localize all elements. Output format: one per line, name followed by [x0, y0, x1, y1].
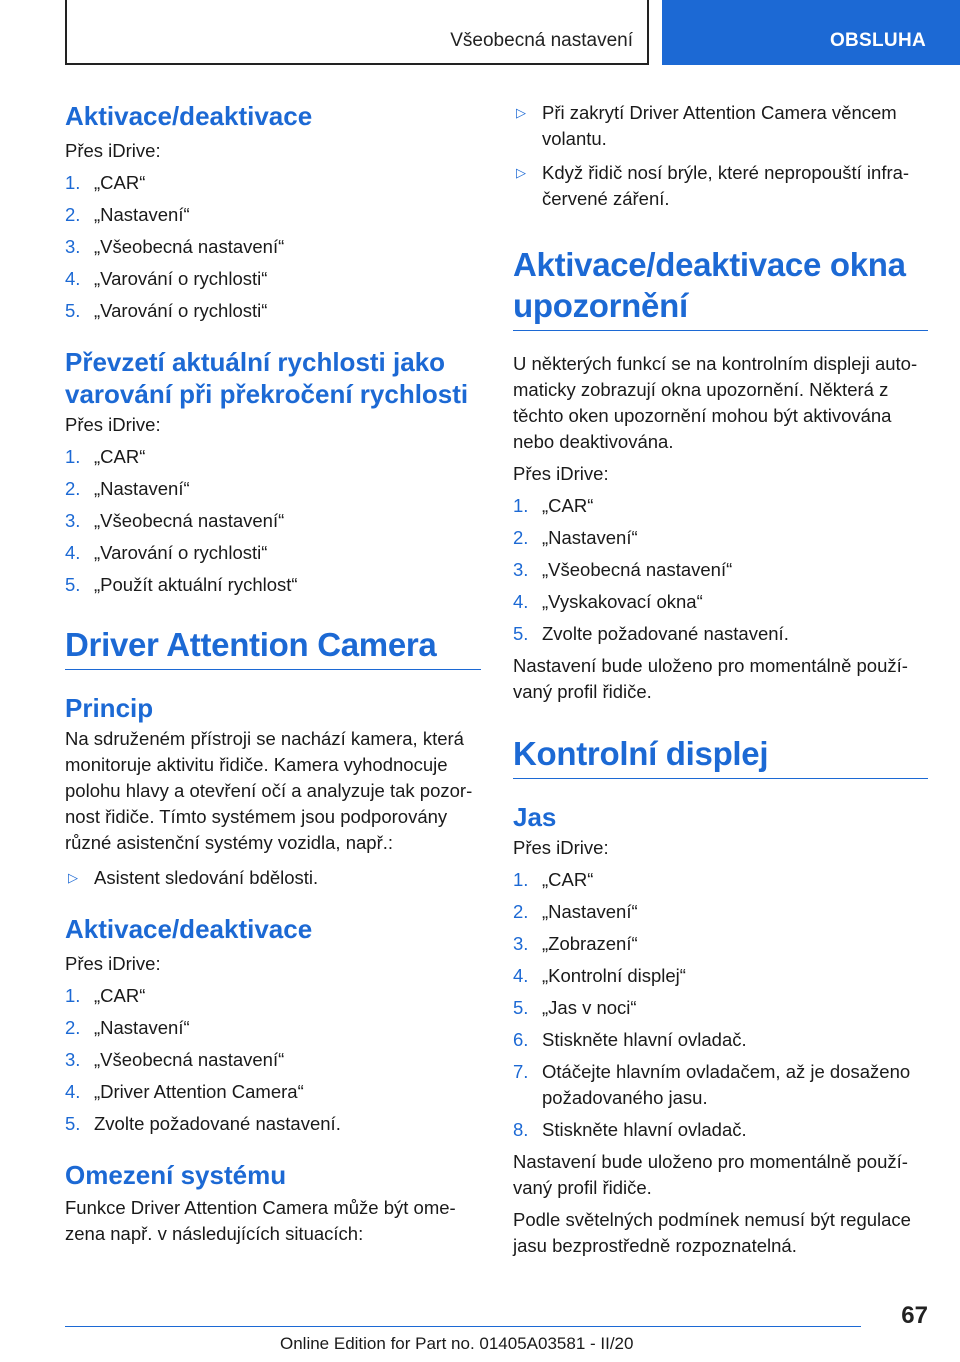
list-item: 1. „CAR“	[513, 869, 594, 890]
list-item: 4. „Varování o rychlosti“	[65, 542, 268, 563]
list-item: 1. „CAR“	[65, 446, 146, 467]
list-item: 8. Stiskněte hlavní ovladač.	[513, 1119, 747, 1140]
list-item: 7. Otáčejte hlavním ovladačem, až je dosaženo požadovaného jasu.	[513, 1061, 911, 1108]
steps-list	[65, 983, 481, 1137]
header-section-tab	[65, 0, 649, 65]
intro-text: Přes iDrive:	[65, 414, 161, 435]
chapter-heading-dac: Driver Attention Camera	[65, 624, 481, 670]
list-item: 1. „CAR“	[65, 985, 146, 1006]
chapter-heading-control-display: Kontrolní displej	[513, 733, 928, 779]
list-item: 2. „Nastavení“	[513, 527, 638, 548]
list-item: 2. „Nastavení“	[65, 204, 190, 225]
section-heading-brightness: Jas	[513, 802, 557, 832]
list-item: 5. Zvolte požadované nastavení.	[513, 623, 789, 644]
list-item: 4. „Vyskakovací okna“	[513, 591, 703, 612]
limits-paragraph: Funkce Driver Attention Camera může být ome- zena např. v následujících situacích:	[65, 1197, 456, 1244]
right-column	[513, 100, 928, 1259]
steps-list	[65, 170, 481, 324]
list-item: ▷ Asistent sledování bdělosti.	[65, 865, 481, 891]
section-heading-activation: Aktivace/deaktivace	[65, 914, 313, 944]
list-item: 3. „Všeobecná nastavení“	[513, 559, 733, 580]
list-item: 3. „Všeobecná nastavení“	[65, 1049, 285, 1070]
section-heading-principle: Princip	[65, 693, 154, 723]
header-chapter-tab	[662, 0, 960, 65]
chapter-heading-popups: Aktivace/deaktivace okna upozornění	[513, 244, 928, 331]
page-number: 67	[901, 1302, 928, 1329]
left-column	[65, 100, 481, 1247]
list-item: 1. „CAR“	[65, 172, 146, 193]
list-item: 1. „CAR“	[513, 495, 594, 516]
intro-text: Přes iDrive:	[65, 140, 161, 161]
list-item: 6. Stiskněte hlavní ovladač.	[513, 1029, 747, 1050]
steps-list	[513, 493, 928, 647]
note-paragraph: Podle světelných podmínek nemusí být regulace jasu bezprostředně rozpoznatelná.	[513, 1209, 911, 1256]
list-item: 3. „Všeobecná nastavení“	[65, 510, 285, 531]
section-heading-limits: Omezení systému	[65, 1160, 287, 1190]
list-item: 5. Zvolte požadované nastavení.	[65, 1113, 341, 1134]
popups-paragraph: U některých funkcí se na kontrolním displeji auto- maticky zobrazují okna upozornění. Některá z těchto oken upozornění mohou být aktivována nebo deaktivována.	[513, 353, 918, 452]
section-heading-current-speed: Převzetí aktuální rychlosti jako varování při překročení rychlosti	[65, 347, 469, 409]
list-item: 4. „Kontrolní displej“	[513, 965, 686, 986]
list-item: ▷ Když řidič nosí brýle, které nepropouští infra- červené záření.	[516, 162, 910, 209]
list-item: ▷ Při zakrytí Driver Attention Camera věncem volantu.	[516, 102, 897, 149]
triangle-right-icon: ▷	[516, 165, 526, 180]
section-heading-activation: Aktivace/deaktivace	[65, 101, 313, 131]
list-item: 3. „Zobrazení“	[513, 933, 638, 954]
list-item: 2. „Nastavení“	[65, 1017, 190, 1038]
header-section-title: Všeobecná nastavení	[450, 30, 633, 51]
list-item: 4. „Driver Attention Camera“	[65, 1081, 304, 1102]
principle-paragraph: Na sdruženém přístroji se nachází kamera, která monitoruje aktivitu řidiče. Kamera vyhodnocuje polohu hlavy a otevření očí a analyzuje tak pozor- nost řidiče. Tímto systémem jsou podporovány různé asistenční systémy vozidla, např.:	[65, 728, 473, 853]
list-item: 5. „Jas v noci“	[513, 997, 637, 1018]
footer-divider	[65, 1326, 861, 1327]
steps-list	[65, 444, 481, 598]
note-paragraph: Nastavení bude uloženo pro momentálně použí- vaný profil řidiče.	[513, 655, 908, 702]
steps-list	[513, 867, 928, 1143]
triangle-right-icon: ▷	[516, 105, 526, 120]
header-chapter-title: OBSLUHA	[829, 30, 926, 51]
list-item: 5. „Použít aktuální rychlost“	[65, 574, 298, 595]
triangle-right-icon: ▷	[68, 870, 78, 885]
list-item: 5. „Varování o rychlosti“	[65, 300, 268, 321]
intro-text: Přes iDrive:	[513, 837, 609, 858]
list-item: 2. „Nastavení“	[65, 478, 190, 499]
list-item: 4. „Varování o rychlosti“	[65, 268, 268, 289]
footer-edition: Online Edition for Part no. 01405A03581 - II/20	[280, 1334, 634, 1353]
list-item: 2. „Nastavení“	[513, 901, 638, 922]
note-paragraph: Nastavení bude uloženo pro momentálně použí- vaný profil řidiče.	[513, 1151, 908, 1198]
list-item: 3. „Všeobecná nastavení“	[65, 236, 285, 257]
intro-text: Přes iDrive:	[65, 953, 161, 974]
intro-text: Přes iDrive:	[513, 463, 609, 484]
